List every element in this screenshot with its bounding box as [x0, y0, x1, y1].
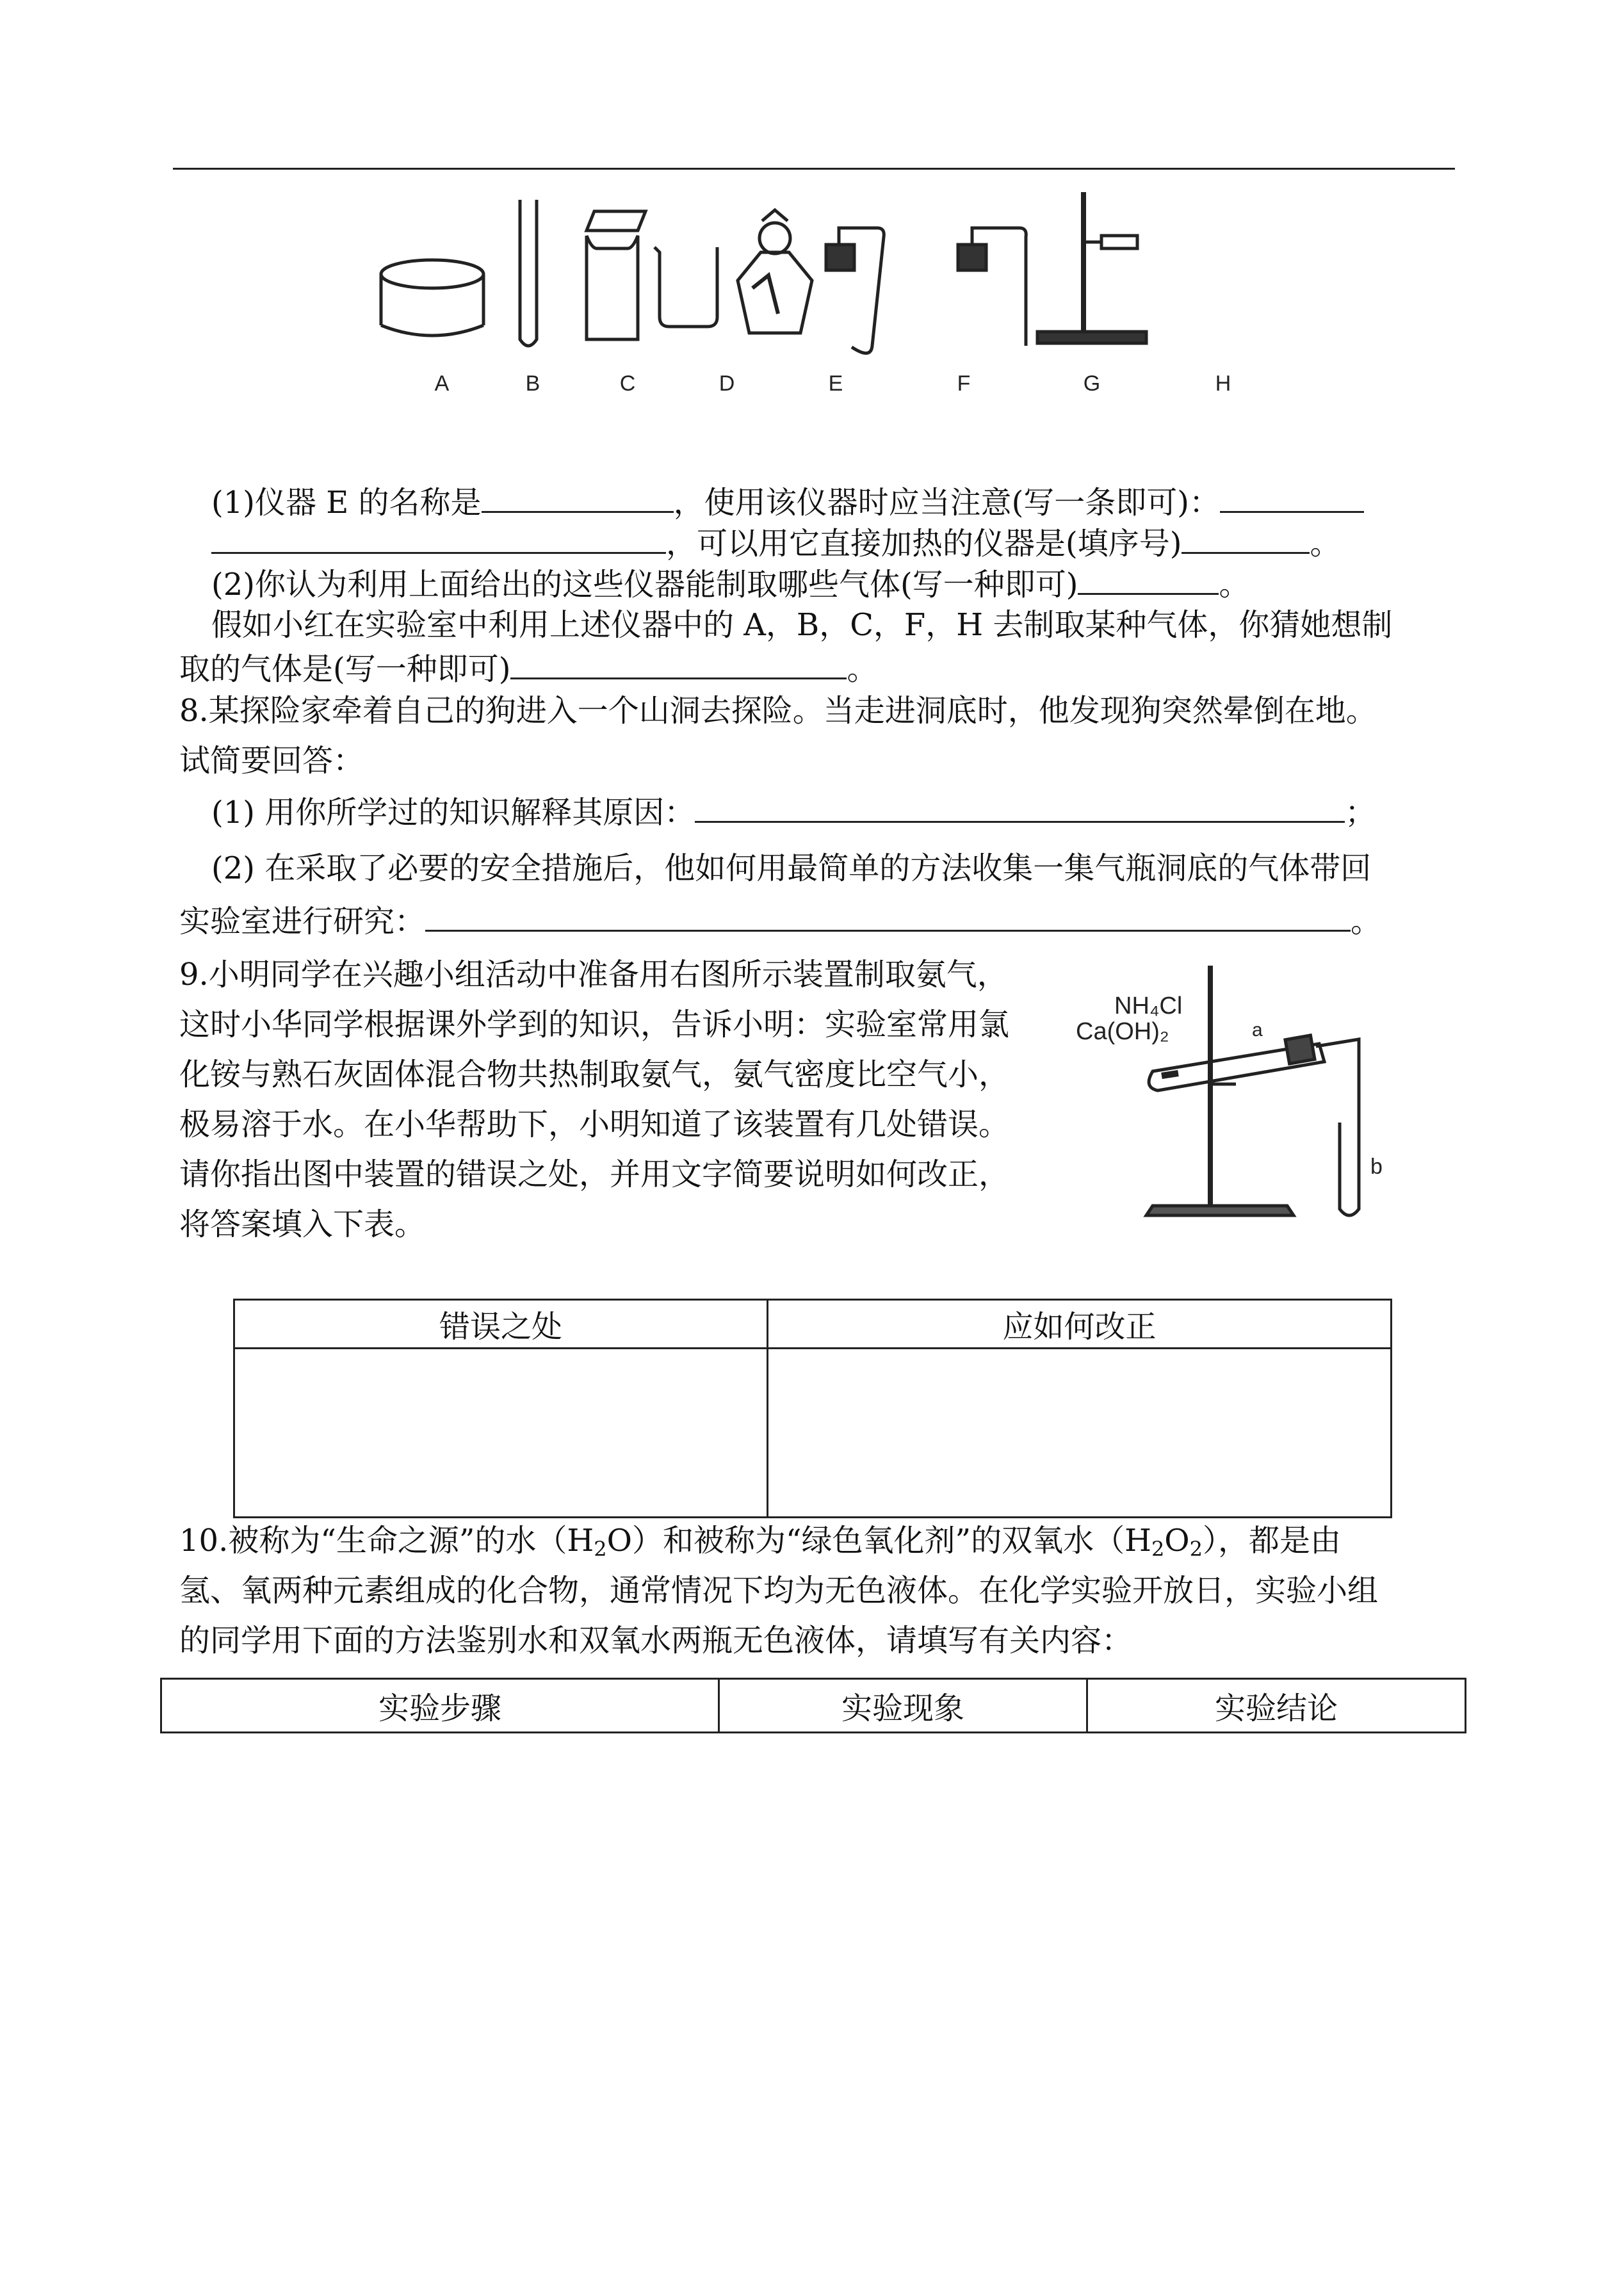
answer-cell-errors[interactable]: [234, 1349, 768, 1518]
q9-line-6: 将答案填入下表。: [179, 1206, 426, 1242]
col-header-error: 错误之处: [234, 1300, 768, 1349]
q7-line-3: (2)你认为利用上面给出的这些仪器能制取哪些气体(写一种即可) 。: [211, 564, 1249, 604]
q8-line-2: 试简要回答：: [179, 743, 364, 779]
col-header-conclusion: 实验结论: [1087, 1679, 1466, 1733]
figure-label-e: E: [828, 371, 843, 396]
q9-line-1: 9.小明同学在兴趣小组活动中准备用右图所示装置制取氨气，: [179, 957, 1008, 993]
answer-blank-guess-gas[interactable]: [510, 648, 847, 679]
q9-line-3: 化铵与熟石灰固体混合物共热制取氨气，氨气密度比空气小，: [179, 1057, 1010, 1092]
answer-blank-precaution-1[interactable]: [1220, 482, 1364, 513]
alcohol-lamp-icon: [738, 210, 812, 333]
evaporating-dish-icon: [381, 260, 483, 336]
figure-label-b: B: [525, 371, 540, 396]
q8-line-5: 实验室进行研究： 。: [179, 900, 1381, 941]
q7-line-2: ，可以用它直接加热的仪器是(填序号) 。: [211, 523, 1340, 563]
bent-tube-stopper-g-icon: [958, 228, 1026, 346]
answer-blank-collect-method[interactable]: [425, 900, 1351, 932]
answer-blank-gas[interactable]: [1078, 564, 1219, 595]
gas-jar-icon: [587, 211, 646, 339]
label-caoh2: Ca(OH)₂: [1076, 1018, 1169, 1045]
q8-line-3: (1) 用你所学过的知识解释其原因： ；: [211, 791, 1376, 832]
q7-line-5: 取的气体是(写一种即可) 。: [179, 648, 877, 688]
label-nh4cl: NH₄Cl: [1114, 993, 1183, 1019]
col-header-steps: 实验步骤: [161, 1679, 719, 1733]
q10-line-3: 的同学用下面的方法鉴别水和双氧水两瓶无色液体，请填写有关内容：: [179, 1623, 1133, 1658]
figure-label-a: A: [434, 371, 450, 396]
answer-blank-direct-heat[interactable]: [1181, 523, 1310, 554]
header-rule: [173, 168, 1455, 170]
figure-label-f: F: [957, 371, 971, 396]
answer-blank-reason[interactable]: [695, 791, 1345, 823]
q10-line-1: 10.被称为“生命之源”的水$(H_2O)$和被称为“绿色氧化剂”的双氧水$(H_2O_2)$，都是由: [179, 1523, 1342, 1561]
col-header-phenomena: 实验现象: [719, 1679, 1087, 1733]
bent-tube-stopper-f-icon: [826, 228, 884, 353]
q7-line-4: 假如小红在实验室中利用上述仪器中的 A，B，C，F，H 去制取某种气体，你猜她想制: [211, 607, 1393, 643]
iron-stand-icon: [1037, 192, 1146, 343]
label-a: a: [1252, 1019, 1263, 1041]
label-b: b: [1370, 1155, 1383, 1179]
beaker-icon: [654, 247, 717, 327]
answer-blank-e-name[interactable]: [482, 482, 674, 513]
q9-line-5: 请你指出图中装置的错误之处，并用文字简要说明如何改正，: [179, 1156, 1010, 1192]
q9-line-2: 这时小华同学根据课外学到的知识，告诉小明：实验室常用氯: [179, 1007, 1010, 1042]
q8-line-1: 8.某探险家牵着自己的狗进入一个山洞去探险。当走进洞底时，他发现狗突然晕倒在地。: [179, 693, 1377, 729]
q9-line-4: 极易溶于水。在小华帮助下，小明知道了该装置有几处错误。: [179, 1107, 1010, 1142]
q10-line-2: 氢、氧两种元素组成的化合物，通常情况下均为无色液体。在化学实验开放日，实验小组: [179, 1573, 1379, 1609]
q8-line-4: (2) 在采取了必要的安全措施后，他如何用最简单的方法收集一集气瓶洞底的气体带回: [211, 850, 1372, 886]
ammonia-apparatus-figure: [1076, 959, 1434, 1247]
figure-label-c: C: [619, 371, 636, 396]
q9-answer-table: [233, 1299, 1392, 1518]
figure-label-d: D: [719, 371, 735, 396]
q10-experiment-table: [160, 1678, 1466, 1733]
figure-label-g: G: [1083, 371, 1101, 396]
q7-line-1: (1)仪器 E 的名称是 ，使用该仪器时应当注意(写一条即可)：: [211, 482, 1364, 522]
apparatus-figure: [378, 186, 1306, 416]
answer-blank-precaution-2[interactable]: [211, 523, 666, 554]
test-tube-icon: [520, 200, 537, 346]
answer-cell-corrections[interactable]: [768, 1349, 1392, 1518]
col-header-correction: 应如何改正: [768, 1300, 1392, 1349]
figure-label-h: H: [1215, 371, 1231, 396]
